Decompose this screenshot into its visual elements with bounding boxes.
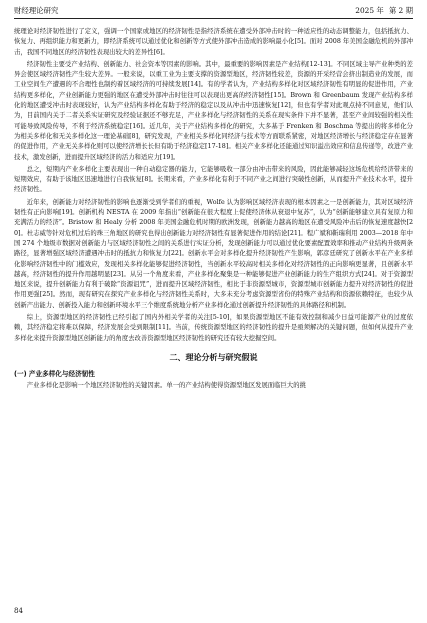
paragraph-5: 综上，资源型地区的经济韧性已经引起了国内外相关学者的关注[5-10]，如果资源型地区不能有效控制和减少日益可能源产业的过度依赖，其经济稳定将难以保障，经济发展会受到限制[11]。当前，传统资源型地区的经济韧性的提升是亟须解决的关键问题，但如何从提升产业多样化来提升资源型地区创新能力的角度去改善资源型地区经济韧性的研究还有较大挖掘空间。 bbox=[14, 314, 413, 342]
paragraph-1: 统理论对经济韧性进行了定义，强调一个国家或地区的经济韧性是指经济系统在遭受外部冲击时的一种适应性的动态调整能力，包括抵抗力、恢复力、再组织能力和更新力，即经济系统可以通过优化和创新等方式使外部冲击造成的影响最小化[5]。面对 2008 年美国金融危机的外部冲击，我国不同地区的经济韧性表现出较大的差异性[6]。 bbox=[14, 28, 413, 56]
subsection-heading: (一) 产业多样化与经济韧性 bbox=[14, 369, 95, 378]
year-label: 2025 年 bbox=[355, 6, 384, 15]
running-header bbox=[14, 6, 413, 19]
article-body bbox=[14, 27, 413, 391]
journal-name: 财经理论研究 bbox=[14, 6, 59, 15]
paragraph-4: 近年来，创新能力对经济韧性的影响也逐渐受到学者们的重视，Wolfe 认为影响区域经济表现的根本因素之一是创新能力，其对区域经济韧性有正向影响[19]。创新机构 NESTA 在 2009 年指出“创新能在很大程度上促使经济体从衰退中复苏”，认为“创新能够建立具有复原力和充满活力的经济”。Bristow 和 Healy 分析 2008 年美国金融危机时期的欧洲发现，创新能力越高的地区在遭受风险冲击后的恢复速度越快[20]。杜志威等针对危机过后的珠三角地区的研究也得出创新能力对经济韧性有显著促进作用的结论[21]。程广斌和靳瑞利用 2003—2018 年中国 274 个地级市数据对创新能力与区域经济韧性之间的关系进行实证分析，发现创新能力可以通过优化要素配置效率和推动产业结构升级两条路径，显著增强区域经济遭遇冲击时的抵抗力和恢复力[22]。创新水平会对多样化提升经济韧性产生影响，郭彦廷研究了创新水平在产业多样化影响经济韧性中的门槛效应，发现相关多样化能够促进经济韧性，当创新水平较高时相关多样化对经济韧性的正向影响更显著，且创新水平越高，经济韧性的提升作用越明显[23]。从另一个角度来看，产业多样化聚集是一种能够促进产业创新能力的生产组织方式[24]。对于资源型地区来说，提升创新能力有利于破除“资源诅咒”，进而提升区域经济韧性，相比于非资源型城市，资源型城市创新能力提升对经济韧性的促进作用更强[25]。然而，现有研究在探究产业多样化与经济韧性关系时，大多未充分考虑资源型省份的特殊产业结构和资源依赖特征，也较少从创新产出能力、创新投入能力和创新环境水平三个维度系统地分析产业多样化通过创新提升经济韧性的具体路径和机制。 bbox=[14, 198, 413, 309]
issue-label: 第 2 期 bbox=[388, 6, 413, 15]
issue-info bbox=[355, 6, 413, 16]
paragraph-6: 产业多样化是影响一个地区经济韧性的关键因素。单一的产业结构使得资源型地区发展面临巨大的挑 bbox=[26, 381, 306, 389]
page-number: 84 bbox=[14, 607, 23, 615]
paragraph-2: 经济韧性主要受产业结构、创新能力、社会资本等因素的影响。其中，最重要的影响因素是产业结构[12-13]。不同区域主导产业种类的差异会使区域经济韧性产生较大差异。一般来说，以重工业为主要支撑的资源型地区，经济韧性较差，资源的开采经营会挤出制造业的发展，而工业空间生产遭遇的不合理性也制约着区域经济的可持续发展[14]。有的学者认为，产业结构多样化对区域经济韧性有明显的促进作用，产业结构更多样化，产业创新能力更强的地区在遭受外部冲击时往往可以表现出更高的经济韧性[15]。Brown 和 Greenbaum 发现产业结构多样化的地区遭受冲击时表现较好，认为产业结构多样化有助于经济的稳定以及从冲击中迅速恢复[12]，但也有学者对此观点持不同意见，他们认为，目前国内关于二者关系实证研究及经验证据还不够充足，产业多样化与经济韧性的关系在现实条件下并不显著，甚至产业间较强的相关性可能导致风险传导，不利于经济系统稳定[16]。近几年，关于产业结构多样化的研究，大多基于 Frenken 和 Boschma 等提出的将多样化分为相关多样化和无关多样化这一理论基础[8]，研究发现，产业相关多样化同经济与技术等方面联系紧密，对地区经济增长与经济稳定存在显著的促进作用，产业无关多样化则可以使经济增长长但有助于经济稳定[17-18]。相关产业多样化还能通过知识溢出效应和信息传递等，改进产业技术，激发创新，进而提升区域经济的活力和适应力[19]。 bbox=[14, 60, 413, 161]
paragraph-3: 总之，短期内产业多样化主要表现出一种自动稳定器的能力，它能够吸收一部分由冲击带来的风险，因此能够减轻这场危机给经济带来的短期效应，有助于该地区迅速地进行自我恢复[8]。长期来看，产业多样化有利于不同产业之间进行突破性创新，从而提升产业技术水平，提升经济韧性。 bbox=[14, 165, 413, 194]
section-heading: 二、理论分析与研究假说 bbox=[169, 352, 258, 362]
